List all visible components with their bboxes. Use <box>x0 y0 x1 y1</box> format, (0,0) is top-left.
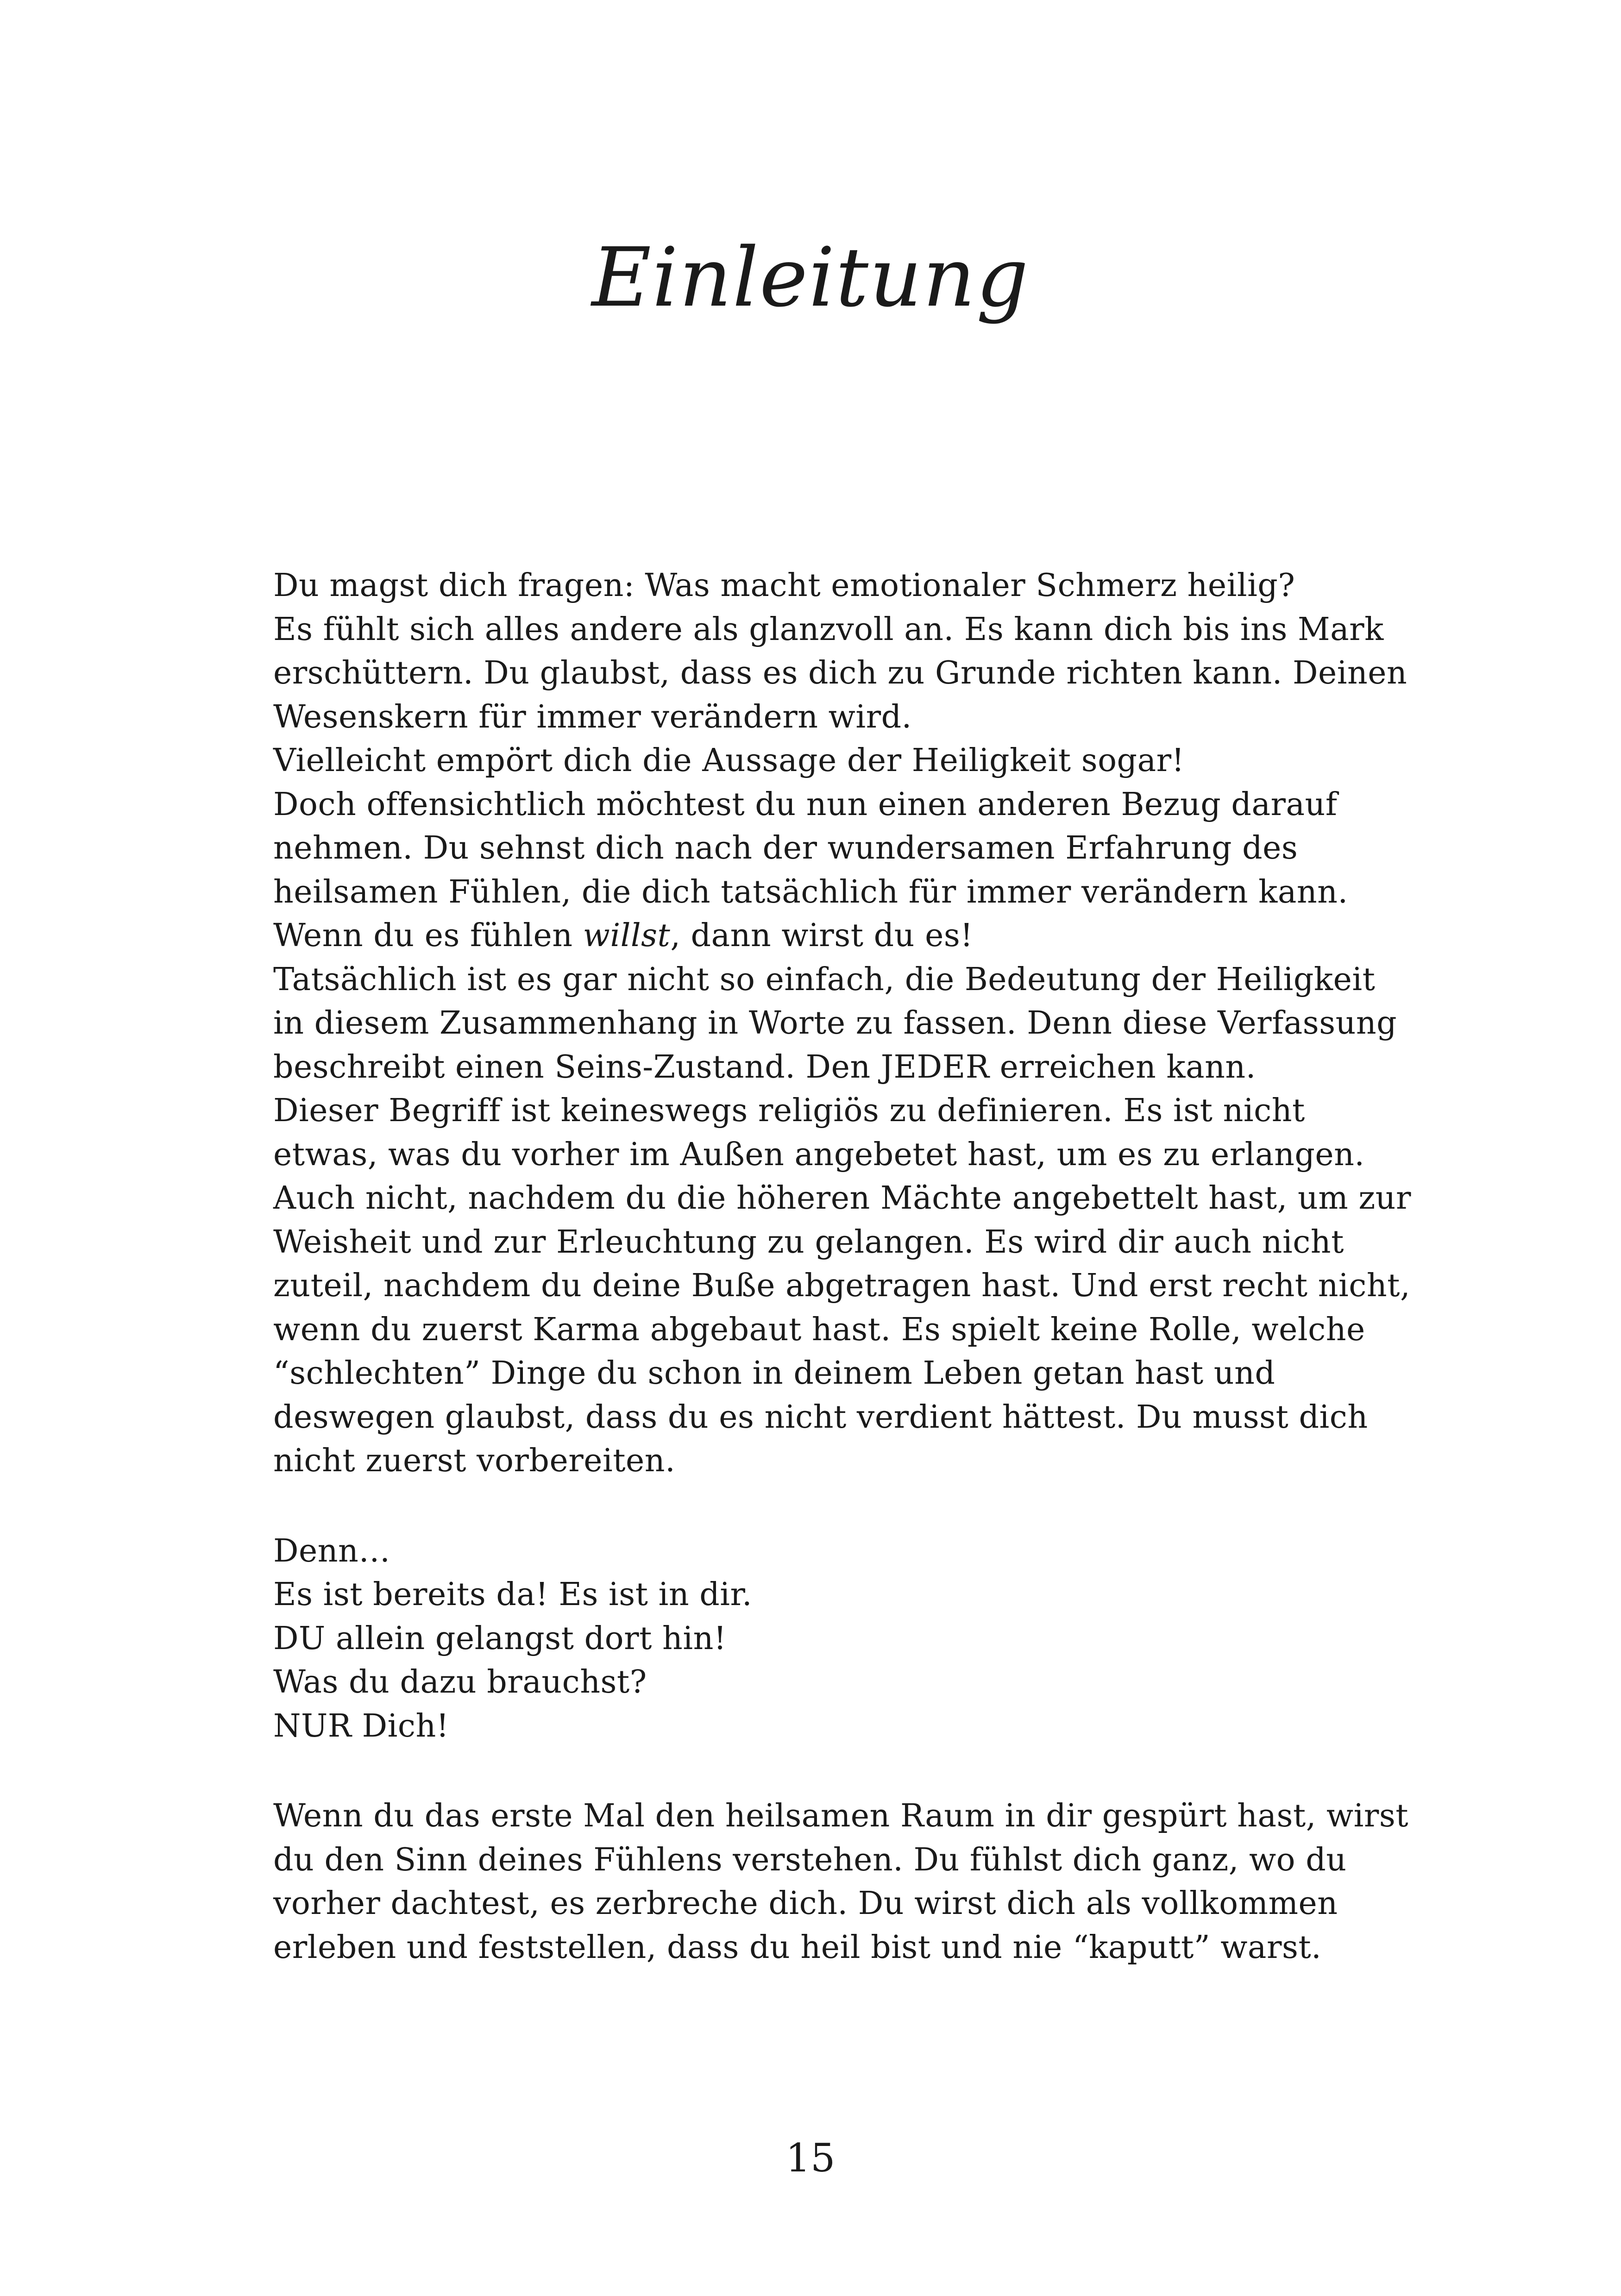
text-line: Doch offensichtlich möchtest du nun einen anderen Bezug darauf <box>273 786 1338 823</box>
text-line: Denn… <box>273 1532 390 1569</box>
text-line-emphasis <box>273 914 1399 958</box>
body-text <box>273 564 1411 1970</box>
text-line: beschreibt einen Seins-Zustand. Den JEDER erreichen kann. <box>273 1048 1256 1085</box>
text-line: heilsamen Fühlen, die dich tatsächlich für immer verändern kann. <box>273 873 1348 910</box>
text-line: deswegen glaubst, dass du es nicht verdient hättest. Du musst dich <box>273 1399 1368 1436</box>
text-line: Dieser Begriff ist keineswegs religiös zu definieren. Es ist nicht <box>273 1092 1305 1129</box>
text-line: nicht zuerst vorbereiten. <box>273 1443 676 1479</box>
chapter-title: Einleitung <box>591 230 1030 325</box>
text-line: zuteil, nachdem du deine Buße abgetragen hast. Und erst recht nicht, <box>273 1267 1411 1304</box>
emphasis-after: , dann wirst du es! <box>670 917 974 954</box>
text-line: Es ist bereits da! Es ist in dir. <box>273 1576 753 1613</box>
emphasis-word: willst <box>583 917 671 954</box>
text-line: etwas, was du vorher im Außen angebetet hast, um es zu erlangen. <box>273 1136 1365 1173</box>
text-line: vorher dachtest, es zerbreche dich. Du wirst dich als vollkommen <box>273 1885 1338 1922</box>
text-line: wenn du zuerst Karma abgebaut hast. Es spielt keine Rolle, welche <box>273 1311 1365 1348</box>
paragraph-gap <box>273 1483 1399 1530</box>
text-line: Was du dazu brauchst? <box>273 1664 647 1700</box>
text-line: erleben und feststellen, dass du heil bist und nie “kaputt” warst. <box>273 1929 1322 1966</box>
text-line: DU allein gelangst dort hin! <box>273 1620 727 1657</box>
page-number: 15 <box>785 2135 836 2181</box>
text-line: Tatsächlich ist es gar nicht so einfach, die Bedeutung der Heiligkeit <box>273 961 1376 998</box>
emphasis-before: Wenn du es fühlen <box>273 917 583 954</box>
text-line: Wesenskern für immer verändern wird. <box>273 698 912 735</box>
text-line: in diesem Zusammenhang in Worte zu fassen. Denn diese Verfassung <box>273 1005 1397 1041</box>
text-line: Wenn du das erste Mal den heilsamen Raum in dir gespürt hast, wirst <box>273 1798 1409 1834</box>
text-line: erschüttern. Du glaubst, dass es dich zu Grunde richten kann. Deinen <box>273 655 1407 691</box>
text-line: Es fühlt sich alles andere als glanzvoll an. Es kann dich bis ins Mark <box>273 611 1384 648</box>
text-line: Weisheit und zur Erleuchtung zu gelangen. Es wird dir auch nicht <box>273 1223 1344 1261</box>
text-line: du den Sinn deines Fühlens verstehen. Du fühlst dich ganz, wo du <box>273 1841 1347 1878</box>
text-line: Auch nicht, nachdem du die höheren Mächte angebettelt hast, um zur <box>273 1180 1411 1217</box>
text-line: NUR Dich! <box>273 1707 449 1744</box>
text-line: Du magst dich fragen: Was macht emotionaler Schmerz heilig? <box>273 567 1295 604</box>
text-line: “schlechten” Dinge du schon in deinem Leben getan hast und <box>273 1355 1275 1392</box>
paragraph-gap <box>273 1748 1399 1794</box>
text-line: Vielleicht empört dich die Aussage der Heiligkeit sogar! <box>273 742 1185 779</box>
text-line: nehmen. Du sehnst dich nach der wundersamen Erfahrung des <box>273 830 1298 866</box>
